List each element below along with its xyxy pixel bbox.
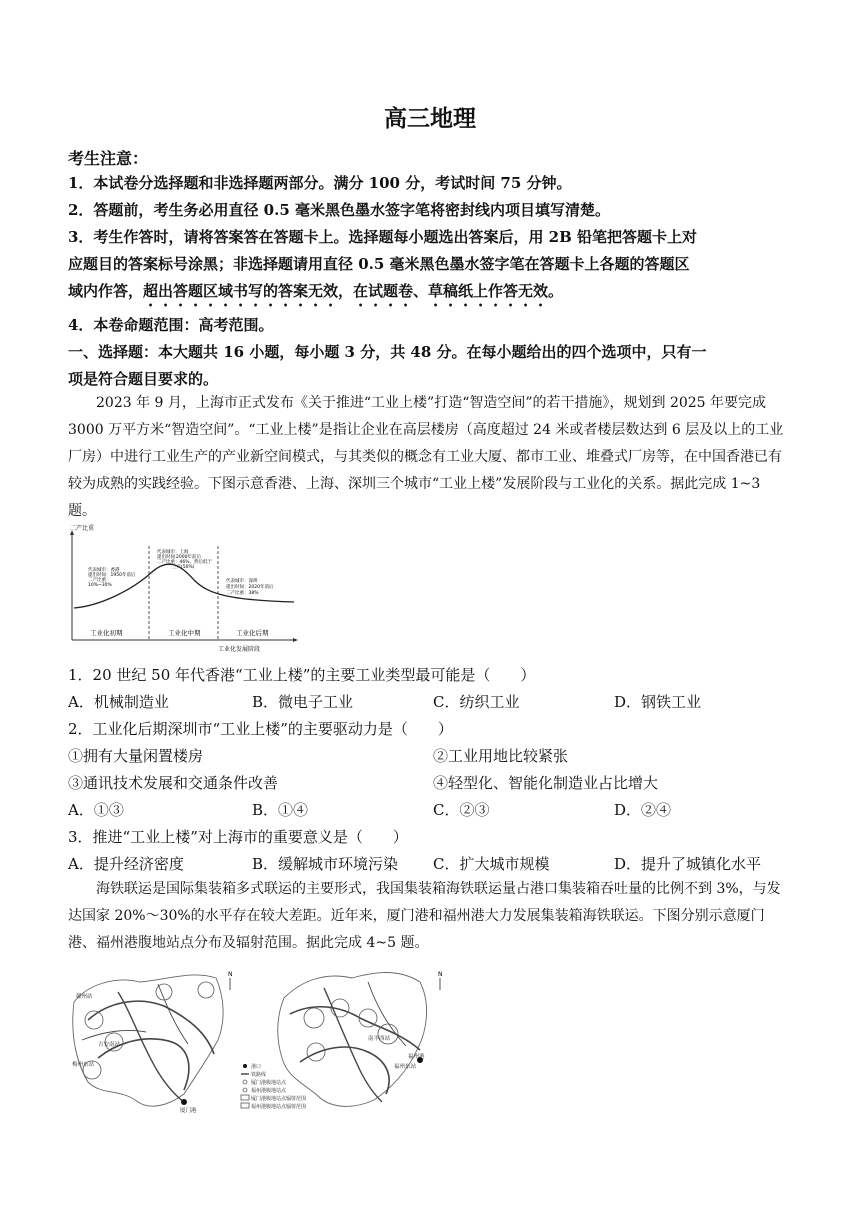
svg-text:代表城市：香港: 代表城市：香港 <box>88 568 120 573</box>
fuzhou-map <box>278 973 427 1107</box>
notice-item-3-line-3 <box>68 280 798 310</box>
xiamen-map-labels <box>72 992 197 1114</box>
q2-option-a: A．①③ <box>68 801 124 819</box>
q1-option-b: B．微电子工业 <box>252 693 354 711</box>
q2-stem: 2．工业化后期深圳市“工业上楼”的主要驱动力是（ ） <box>68 720 453 738</box>
q3-stem: 3．推进“工业上楼”对上海市的重要意义是（ ） <box>68 828 408 846</box>
svg-text:三产(50%): 三产(50%) <box>172 565 195 570</box>
svg-text:南平西站: 南平西站 <box>368 1036 391 1042</box>
north-arrow-left: N <box>228 971 233 978</box>
q2-option-c: C．②③ <box>433 801 490 819</box>
q2-item-1: ①拥有大量闲置楼房 <box>68 747 204 765</box>
q2-option-b: B．①④ <box>252 801 309 819</box>
q3-option-b: B．缓解城市环境污染 <box>252 855 399 873</box>
passage-2: 海铁联运是国际集装箱多式联运的主要形式，我国集装箱海铁联运量占港口集装箱吞吐量的比例不到 3%，与发达国家 20%～30%的水平存在较大差距。近年来，厦门港和福州港大力发展集装箱海铁联运。下图分别示意厦门港、福州港腹地站点分布及辐射范围。据此完成 4~5 题。 <box>68 881 781 951</box>
svg-text:二产比重：46%，然后低于: 二产比重：46%，然后低于 <box>157 560 213 565</box>
notice-item-3-line-3-start: 域内作答， <box>68 282 144 300</box>
fuzhou-hinterland-range <box>304 1008 324 1028</box>
q1-stem: 1．20 世纪 50 年代香港“工业上楼”的主要工业类型最可能是（ ） <box>68 666 536 684</box>
notice-item-4: 4．本卷命题范围：高考范围。 <box>68 316 274 334</box>
svg-text:梅州东站: 梅州东站 <box>72 1062 95 1068</box>
chart-ylabel: 二产比重 <box>70 525 95 532</box>
q2-option-d: D．②④ <box>614 801 672 819</box>
section1-instruction-line-2: 项是符合题目要求的。 <box>68 370 219 388</box>
xiamen-hinterland-range <box>198 982 214 998</box>
xiamen-port-marker <box>181 1099 187 1105</box>
notice-item-1: 1．本试卷分选择题和非选择题两部分。满分 100 分，考试时间 75 分钟。 <box>68 174 572 192</box>
svg-text:厦门港腹地站点: 厦门港腹地站点 <box>251 1080 287 1086</box>
svg-text:提出时间：2020年前后: 提出时间：2020年前后 <box>226 585 274 590</box>
svg-text:铁路线: 铁路线 <box>251 1072 267 1078</box>
svg-text:二产比重：: 二产比重： <box>88 578 111 583</box>
svg-text:福州东站: 福州东站 <box>394 1064 417 1070</box>
svg-text:提出时间：1950年前后: 提出时间：1950年前后 <box>88 573 136 578</box>
hongkong-annotation <box>88 566 136 588</box>
svg-text:赣州站: 赣州站 <box>76 994 93 1000</box>
svg-text:福州港腹地站点: 福州港腹地站点 <box>251 1088 287 1094</box>
svg-text:厦门港腹地站点辐射范围: 厦门港腹地站点辐射范围 <box>251 1096 307 1102</box>
stage-label-middle: 工业化中期 <box>168 629 201 637</box>
stage-label-late: 工业化后期 <box>236 629 269 637</box>
notice-item-3-line-1: 3．考生作答时，请将答案答在答题卡上。选择题每小题选出答案后，用 2B 铅笔把答题卡上对 <box>68 228 698 246</box>
q3-option-a: A．提升经济密度 <box>68 855 184 873</box>
svg-text:福州港: 福州港 <box>408 1054 425 1060</box>
shanghai-annotation <box>157 548 213 570</box>
port-hinterland-maps <box>68 962 458 1120</box>
q3-option-c: C．扩大城市规模 <box>433 855 550 873</box>
svg-text:吉安南站: 吉安南站 <box>98 1042 121 1048</box>
svg-text:二产比重：38%: 二产比重：38% <box>226 591 259 596</box>
q1-option-a: A．机械制造业 <box>68 693 169 711</box>
section1-instruction-line-1: 一、选择题：本大题共 16 小题，每小题 3 分，共 48 分。在每小题给出的四个选项中，只有一 <box>68 343 707 361</box>
xiamen-map <box>73 975 223 1106</box>
svg-text:提出时间：: 提出时间： <box>157 555 180 560</box>
legend-fuzhou-range-icon <box>241 1103 249 1108</box>
svg-text:2000年前后: 2000年前后 <box>176 555 201 560</box>
legend-xiamen-range-icon <box>241 1095 249 1100</box>
notice-item-3-emphasis: 超出答题区域书写的答案无效，在试题卷、草稿纸上作答无效。 <box>143 282 564 300</box>
svg-text:10%~30%: 10%~30% <box>88 583 112 588</box>
map-legend <box>241 1063 306 1110</box>
chart-xlabel: 工业化发展阶段 <box>218 646 261 653</box>
svg-text:港口: 港口 <box>251 1064 262 1070</box>
legend-fuzhou-station-icon <box>243 1088 247 1092</box>
page-title: 高三地理 <box>384 105 476 132</box>
legend-xiamen-station-icon <box>243 1080 247 1084</box>
notice-item-2: 2．答题前，考生务必用直径 0.5 毫米黑色墨水签字笔将密封线内项目填写清楚。 <box>68 201 610 219</box>
q3-option-d: D．提升了城镇化水平 <box>614 855 762 873</box>
xiamen-hinterland-range <box>85 1011 103 1029</box>
notice-heading: 考生注意： <box>68 149 149 168</box>
q1-option-d: D．钢铁工业 <box>614 693 702 711</box>
svg-text:代表城市：上海: 代表城市：上海 <box>157 550 189 555</box>
q1-option-c: C．纺织工业 <box>433 693 520 711</box>
passage-1: 2023 年 9 月，上海市正式发布《关于推进“工业上楼”打造“智造空间”的若干措施》，规划到 2025 年要完成 3000 万平方米“智造空间”。“工业上楼”是指让企业在高层楼房（高度超过 24 米或者楼层数达到 6 层及以上的工业厂房）中进行工业生产的产业新空间模式，与其类似的概念有工业大厦、都市工业、堆叠式厂房等，在中国香港已有较为成熟的实践经验。下图示意香港、上海、深圳三个城市“工业上楼”发展阶段与工业化的关系。据此完成 1~3 题。 <box>68 395 784 519</box>
svg-text:厦门港: 厦门港 <box>180 1108 197 1114</box>
x-axis-arrow <box>293 638 298 642</box>
legend-port-icon <box>243 1064 247 1068</box>
north-arrow-right: N <box>438 971 443 978</box>
svg-text:代表城市：深圳: 代表城市：深圳 <box>226 579 258 584</box>
svg-text:福州港腹地站点辐射范围: 福州港腹地站点辐射范围 <box>251 1104 307 1110</box>
shenzhen-annotation <box>226 577 274 596</box>
stage-label-early: 工业化初期 <box>90 629 123 637</box>
q2-item-4: ④轻型化、智能化制造业占比增大 <box>433 774 659 792</box>
q2-item-3: ③通讯技术发展和交通条件改善 <box>68 774 279 792</box>
fuzhou-hinterland-range <box>307 1043 325 1061</box>
industrialization-stage-chart <box>68 522 300 654</box>
q2-item-2: ②工业用地比较紧张 <box>433 747 569 765</box>
notice-item-3-line-2: 应题目的答案标号涂黑；非选择题请用直径 0.5 毫米黑色墨水签字笔在答题卡上各题的答题区 <box>68 255 690 273</box>
